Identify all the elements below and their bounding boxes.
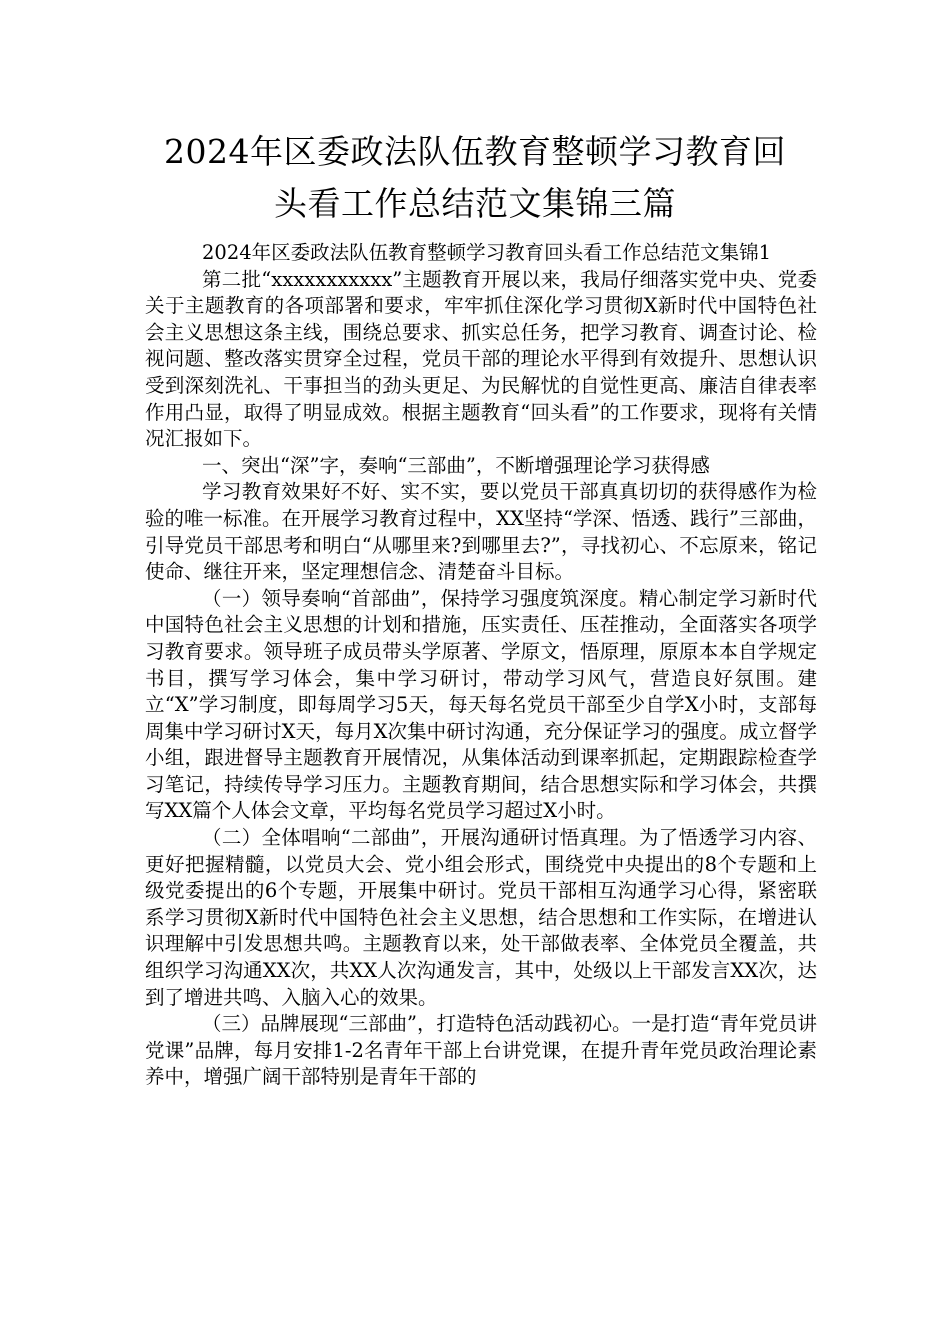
body-paragraph: （一）领导奏响“首部曲”，保持学习强度筑深度。精心制定学习新时代中国特色社会主义思想的计划和措施，压实责任、压茬推动，全面落实各项学习教育要求。领导班子成员带头学原著、学原文，悟原理，原原本本自学规定书目，撰写学习体会，集中学习研讨，带动学习风气，营造良好氛围。建立“X”学习制度，即每周学习5天，每天每名党员干部至少自学X小时，支部每周集中学习研讨X天，每月X次集中研讨沟通，充分保证学习的强度。成立督学小组，跟进督导主题教育开展情况，从集体活动到课率抓起，定期跟踪检查学习笔记，持续传导学习压力。主题教育期间，结合思想实际和学习体会，共撰写XX篇个人体会文章，平均每名党员学习超过X小时。	[145, 586, 817, 823]
body-paragraph: （二）全体唱响“二部曲”，开展沟通研讨悟真理。为了悟透学习内容、更好把握精髓，以党员大会、党小组会形式，围绕党中央提出的8个专题和上级党委提出的6个专题，开展集中研讨。党员干部相互沟通学习心得，紧密联系学习贯彻X新时代中国特色社会主义思想，结合思想和工作实际，在增进认识理解中引发思想共鸣。主题教育以来，处干部做表率、全体党员全覆盖，共组织学习沟通XX次，共XX人次沟通发言，其中，处级以上干部发言XX次，达到了增进共鸣、入脑入心的效果。	[145, 826, 817, 1009]
title-line-1: 2024年区委政法队伍教育整顿学习教育回	[164, 132, 786, 171]
subtitle-paragraph: 2024年区委政法队伍教育整顿学习教育回头看工作总结范文集锦1	[202, 241, 772, 264]
body-paragraph: 学习教育效果好不好、实不实，要以党员干部真真切切的获得感作为检验的唯一标准。在开展学习教育过程中，XX坚持“学深、悟透、践行”三部曲，引导党员干部思考和明白“从哪里来?到哪里去?”，寻找初心、不忘原来，铭记使命、继往开来，坚定理想信念、清楚奋斗目标。	[145, 480, 817, 584]
section-heading-1: 一、突出“深”字，奏响“三部曲”，不断增强理论学习获得感	[202, 453, 710, 477]
document-body	[145, 240, 817, 1091]
title-line-2: 头看工作总结范文集锦三篇	[274, 184, 676, 223]
intro-paragraph: 第二批“xxxxxxxxxxx”主题教育开展以来，我局仔细落实党中央、党委关于主题教育的各项部署和要求，牢牢抓住深化学习贯彻X新时代中国特色社会主义思想这条主线，围绕总要求、抓实总任务，把学习教育、调查讨论、检视问题、整改落实贯穿全过程，党员干部的理论水平得到有效提升、思想认识受到深刻洗礼、干事担当的劲头更足、为民解忧的自觉性更高、廉洁自律表率作用凸显，取得了明显成效。根据主题教育“回头看”的工作要求，现将有关情况汇报如下。	[145, 267, 817, 451]
document-title	[130, 126, 820, 230]
body-paragraph: （三）品牌展现“三部曲”，打造特色活动践初心。一是打造“青年党员讲党课”品牌，每月安排1-2名青年干部上台讲党课，在提升青年党员政治理论素养中，增强广阔干部特别是青年干部的	[145, 1012, 817, 1089]
